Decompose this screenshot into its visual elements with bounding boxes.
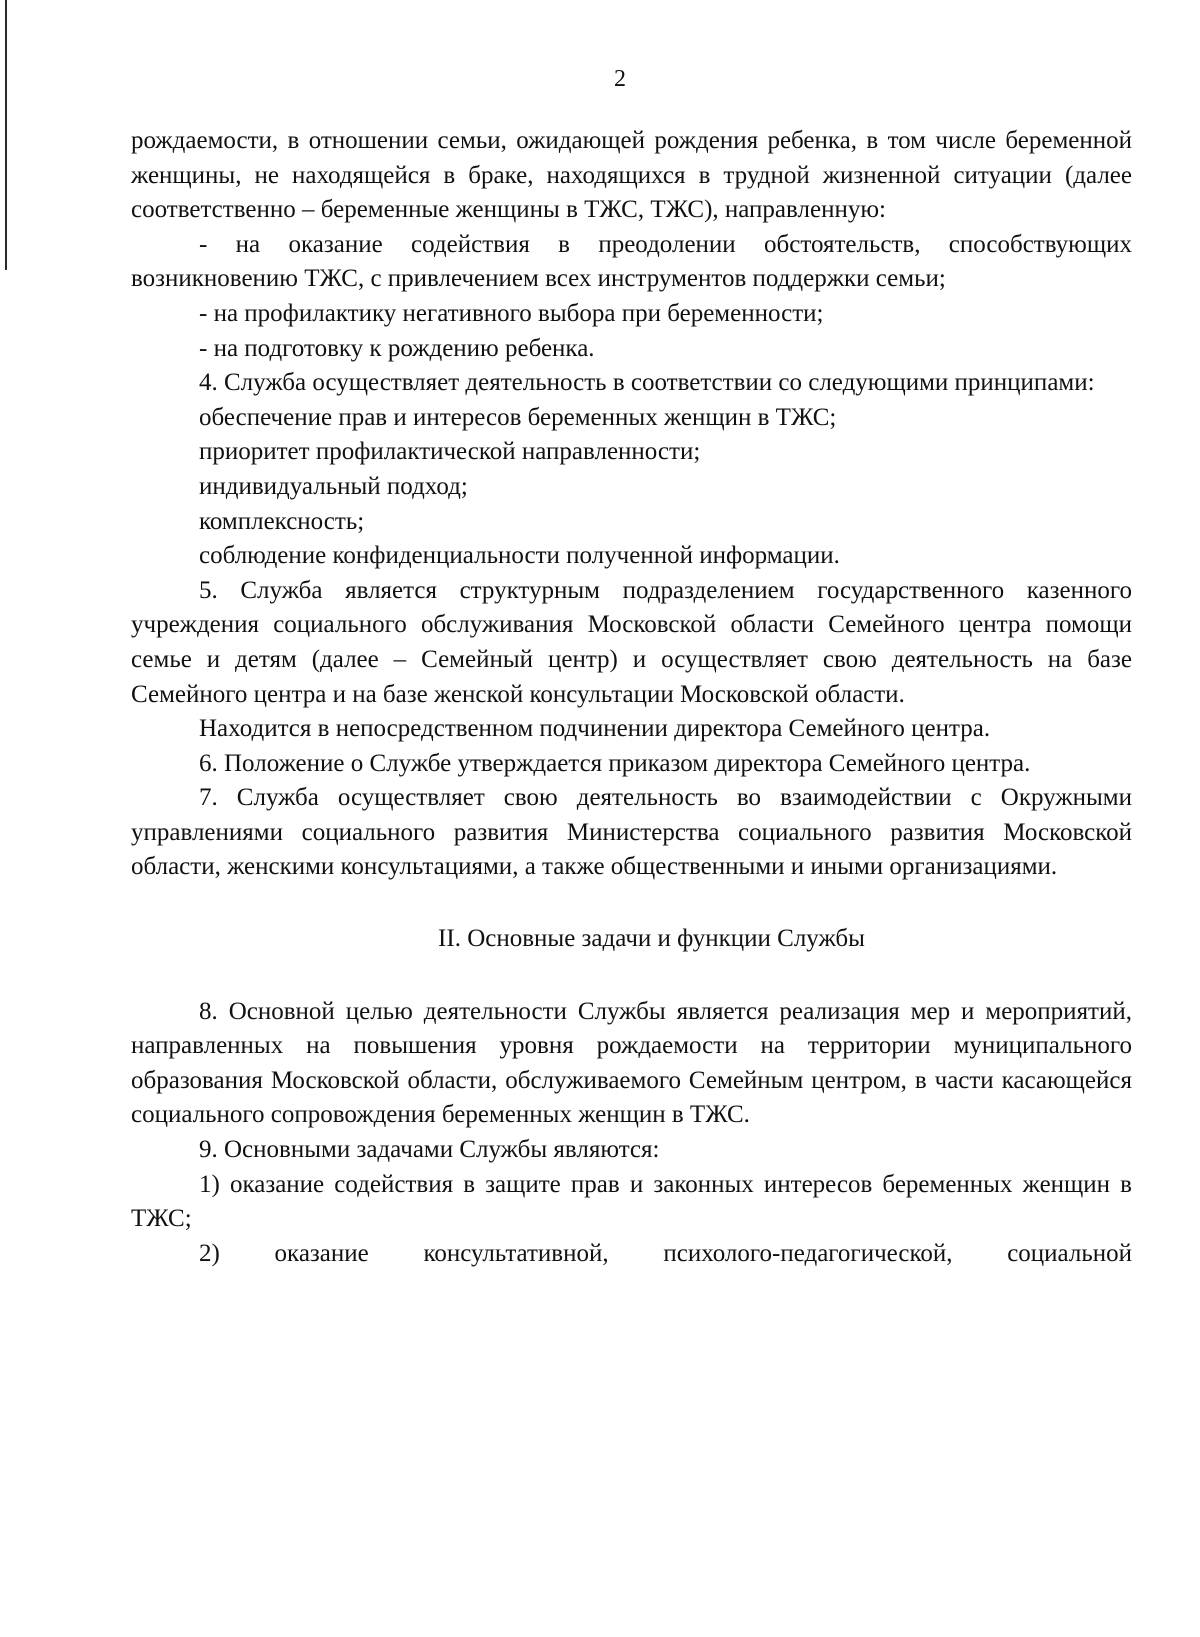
paragraph-9: 9. Основными задачами Службы являются: (199, 1136, 660, 1164)
document-body (131, 124, 1132, 1271)
paragraph-5-subordination: Находится в непосредственном подчинении директора Семейного центра. (199, 715, 991, 743)
paragraph-7: 7. Служба осуществляет свою деятельность во взаимодействии с Окружными управлениями социального развития Министерства социального развития Московской области, женскими консультациями, а также общественными и иными организациями. (131, 784, 1132, 881)
principle-individual: индивидуальный подход; (199, 472, 468, 500)
principle-rights: обеспечение прав и интересов беременных женщин в ТЖС; (199, 403, 837, 431)
paragraph-4: 4. Служба осуществляет деятельность в соответствии со следующими принципами: (199, 369, 1095, 397)
task-item-1: 1) оказание содействия в защите прав и законных интересов беременных женщин в ТЖС; (131, 1170, 1132, 1233)
list-item-assistance: - на оказание содействия в преодолении обстоятельств, способствующих возникновению ТЖС, с привлечением всех инструментов поддержки семьи; (131, 230, 1132, 293)
paragraph-5: 5. Служба является структурным подразделением государственного казенного учреждения социального обслуживания Московской области Семейного центра помощи семье и детям (далее – Семейный центр) и осуществляет свою деятельность на базе Семейного центра и на базе женской консультации Московской области. (131, 576, 1132, 708)
list-item-preparation: - на подготовку к рождению ребенка. (199, 334, 595, 362)
principle-confidentiality: соблюдение конфиденциальности полученной информации. (199, 542, 840, 570)
paragraph-intro: рождаемости, в отношении семьи, ожидающей рождения ребенка, в том числе беременной женщины, не находящейся в браке, находящихся в трудной жизненной ситуации (далее соответственно – беременные женщины в ТЖС, ТЖС), направленную: (131, 127, 1132, 224)
page-number: 2 (614, 66, 626, 92)
list-item-prevention: - на профилактику негативного выбора при беременности; (199, 299, 824, 327)
paragraph-6: 6. Положение о Службе утверждается приказом директора Семейного центра. (199, 749, 1031, 777)
paragraph-8: 8. Основной целью деятельности Службы является реализация мер и мероприятий, направленных на повышения уровня рождаемости на территории муниципального образования Московской области, обслуживаемого Семейным центром, в части касающейся социального сопровождения беременных женщин в ТЖС. (131, 997, 1132, 1129)
principle-complex: комплексность; (199, 507, 365, 535)
section-heading: II. Основные задачи и функции Службы (438, 925, 865, 953)
principle-priority: приоритет профилактической направленности; (199, 438, 701, 466)
scan-edge-line (5, 0, 7, 270)
task-item-2: 2) оказание консультативной, психолого-педагогической, социальной (199, 1239, 1132, 1267)
